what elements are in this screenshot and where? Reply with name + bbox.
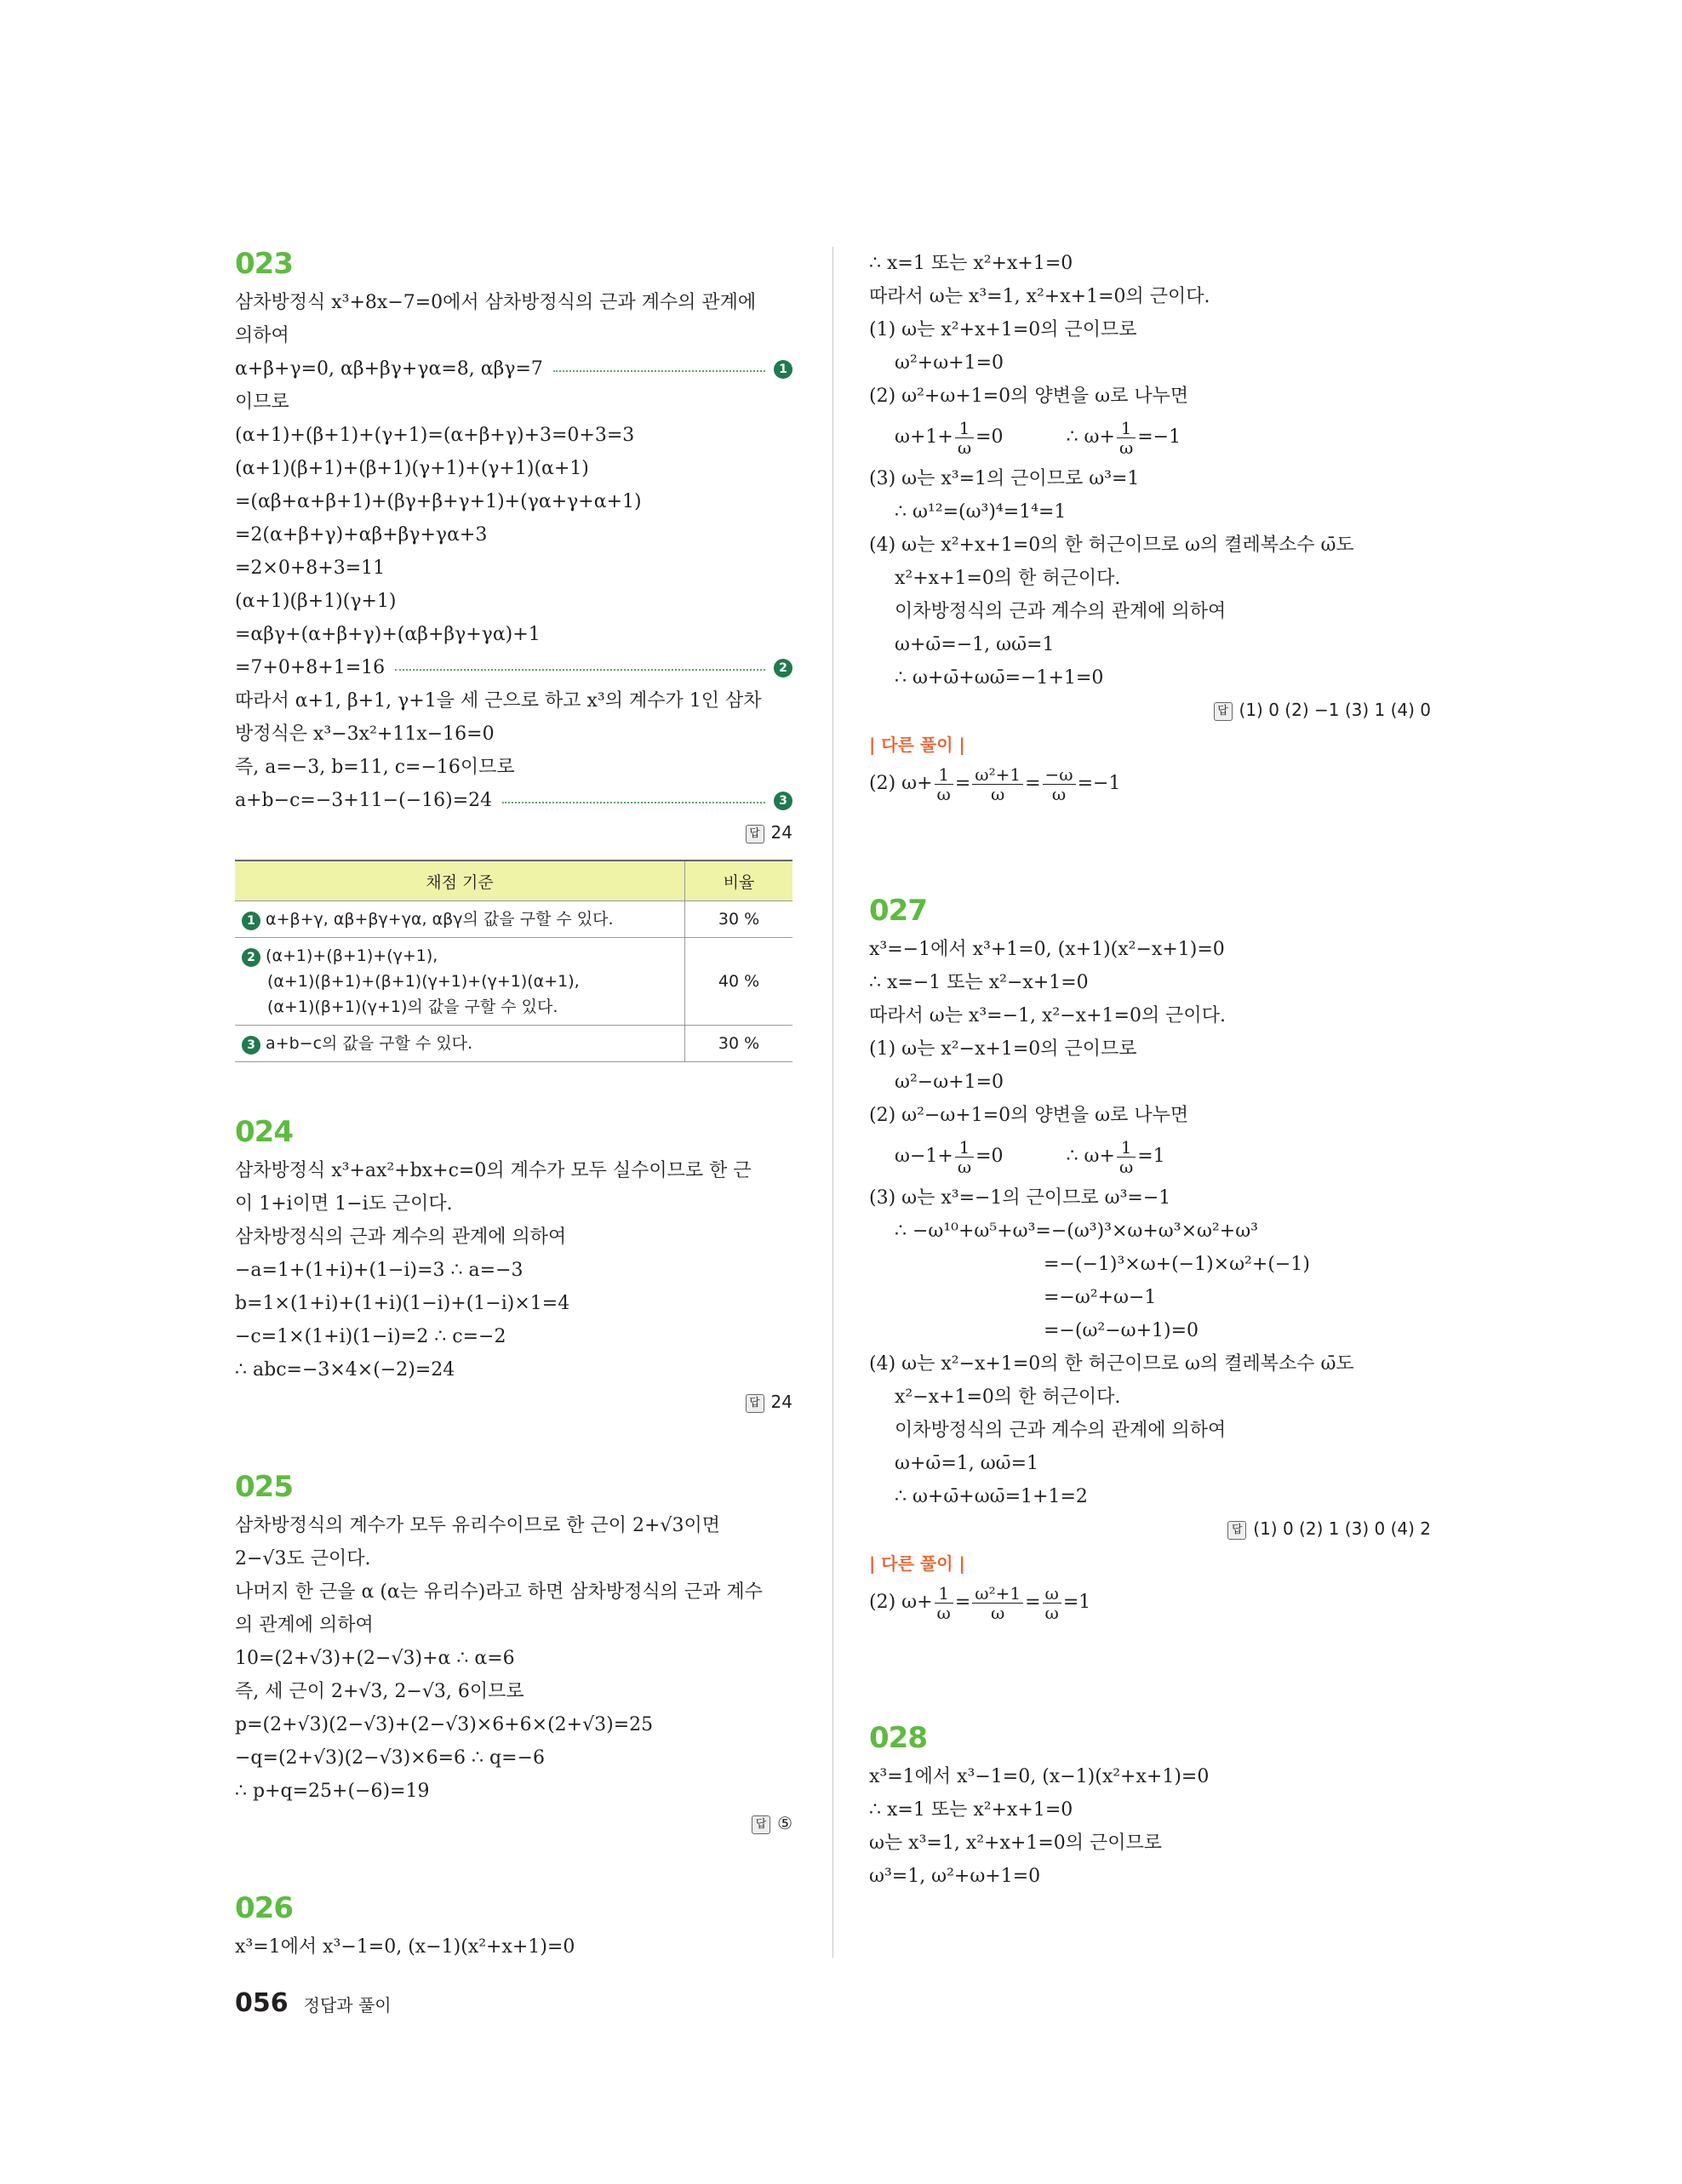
denominator: ω [991,783,1005,804]
problem-024 [235,1115,792,1417]
problem-number: 024 [235,1115,293,1149]
denominator: ω [1118,1156,1134,1177]
text-line: 삼차방정식의 계수가 모두 유리수이므로 한 근이 2+√3이면 [235,1515,720,1536]
expr: ω+1+ [895,426,953,448]
fraction [955,419,974,457]
fraction-line: (2) ω+ $\frac{1}{\omega}$ = $\frac{\text{ω²+1}}{\omega}$ = $\frac{-\omega}{\omega}$ =−1 [869,763,1121,804]
denominator: ω [957,1156,972,1177]
denominator: ω [991,1602,1005,1623]
problem-023 [235,247,792,1062]
text-line: −a=1+(1+i)+(1−i)=3 ∴ a=−3 [235,1260,523,1281]
text-line: 삼차방정식 x³+8x−7=0에서 삼차방정식의 근과 계수의 관계에 [235,292,757,313]
text-line: 따라서 α+1, β+1, γ+1을 세 근으로 하고 x³의 계수가 1인 삼차 [235,690,762,712]
answer-icon: 답 [752,1815,770,1834]
text-line: ω+ω̄=1, ωω̄=1 [895,1453,1039,1474]
step-text: α+β+γ=0, αβ+βγ+γα=8, αβγ=7 [235,358,543,380]
text-line: 즉, a=−3, b=11, c=−16이므로 [235,757,515,778]
expr: ω−1+ [895,1146,953,1167]
numerator: 1 [935,1584,953,1604]
fraction-line [869,1132,1431,1181]
text-line: 2−√3도 근이다. [235,1548,371,1569]
text-line: ∴ x=1 또는 x²+x+1=0 [869,253,1073,274]
step-marker-3: 3 [774,792,792,810]
text-line: 이차방정식의 근과 계수의 관계에 의하여 [895,601,1227,622]
answer-icon: 답 [746,825,764,843]
text-line: (4) ω는 x²+x+1=0의 한 허근이므로 ω의 켤레복소수 ω̄도 [869,535,1354,556]
text-line: ∴ x=1 또는 x²+x+1=0 [869,1799,1073,1821]
fraction [972,1584,1023,1622]
fraction [955,1138,974,1176]
ratio-cell: 30 % [685,901,793,938]
answer-icon: 답 [746,1394,764,1413]
text-line: ω²−ω+1=0 [895,1072,1004,1093]
right-column [869,247,1431,1893]
numerator: 1 [955,1138,974,1158]
text-line: ω²+ω+1=0 [895,352,1004,374]
ratio-cell: 30 % [685,1026,793,1062]
footer-label: 정답과 풀이 [303,1995,392,2015]
text-line: 삼차방정식의 근과 계수의 관계에 의하여 [235,1226,567,1248]
text-line: (3) ω는 x³=1의 근이므로 ω³=1 [869,468,1140,489]
text-line: ∴ ω+ω̄+ωω̄=−1+1=0 [895,667,1104,689]
fraction [1117,419,1136,457]
text-line: =αβγ+(α+β+γ)+(αβ+βγ+γα)+1 [235,624,541,645]
numerator: 1 [1117,1138,1136,1158]
answer [869,695,1431,725]
text-line: (2) ω²−ω+1=0의 양변을 ω로 나누면 [869,1105,1189,1126]
text-line: =−ω²+ω−1 [1044,1287,1157,1308]
table-header [235,860,792,901]
expr: ∴ ω+ [1066,426,1115,448]
expr: (2) ω+ [869,1592,933,1613]
criteria-text: a+b−c의 값을 구할 수 있다. [266,1034,473,1053]
step-line-3 [235,784,792,817]
problem-026 [235,1891,792,1964]
problem-number: 023 [235,247,293,281]
problem-025 [235,1470,792,1838]
grading-table [235,860,792,1062]
text-line: (1) ω는 x²−x+1=0의 근이므로 [869,1038,1137,1060]
fraction [1043,1584,1061,1622]
expr: =0 [975,426,1004,448]
criteria-text: (α+1)+(β+1)+(γ+1), [266,946,438,965]
numerator: ω [1043,1584,1061,1604]
text-line: =(αβ+α+β+1)+(βγ+β+γ+1)+(γα+γ+α+1) [235,491,642,512]
text-line: ∴ p+q=25+(−6)=19 [235,1781,430,1802]
criteria-cell [235,901,685,938]
text-line: (α+1)(β+1)(γ+1) [235,591,397,612]
alt-solution-label: | 다른 풀이 | [869,735,965,755]
problem-number: 028 [869,1721,927,1755]
page-number: 056 [235,1988,289,2018]
fraction [1117,1138,1136,1176]
numerator: 1 [935,765,953,785]
table-row [235,901,792,938]
page-footer [235,1988,392,2018]
expr: =0 [975,1146,1004,1167]
expr: (2) ω+ [869,773,933,794]
text-line: 이므로 [235,392,289,413]
table-row [235,1026,792,1062]
text-line: =2×0+8+3=11 [235,557,386,579]
problem-number: 025 [235,1470,293,1504]
denominator: ω [936,1602,951,1623]
denominator: ω [1118,437,1134,458]
step-text: =7+0+8+1=16 [235,657,386,678]
answer-icon: 답 [1227,1521,1246,1540]
criteria-text: α+β+γ, αβ+βγ+γα, αβγ의 값을 구할 수 있다. [266,910,614,929]
text-line: x²−x+1=0의 한 허근이다. [895,1386,1121,1408]
text-line: x³=1에서 x³−1=0, (x−1)(x²+x+1)=0 [235,1936,575,1958]
expr: =1 [1137,1146,1165,1167]
text-line: −c=1×(1+i)(1−i)=2 ∴ c=−2 [235,1326,506,1347]
text-line: ω는 x³=1, x²+x+1=0의 근이므로 [869,1832,1163,1854]
problem-028 [869,1721,1431,1893]
text-line: −q=(2+√3)(2−√3)×6=6 ∴ q=−6 [235,1747,545,1769]
answer [235,817,792,848]
text-line: 의 관계에 의하여 [235,1615,374,1636]
expr: ∴ ω+ [1066,1146,1115,1167]
text-line: ∴ −ω¹⁰+ω⁵+ω³=−(ω³)³×ω+ω³×ω²+ω³ [895,1221,1258,1242]
answer [235,1808,792,1838]
fraction [935,1584,953,1622]
step-marker: 2 [242,948,260,967]
text-line: (2) ω²+ω+1=0의 양변을 ω로 나누면 [869,386,1189,407]
fraction [935,765,953,803]
header-criteria: 채점 기준 [235,860,685,901]
text-line: (1) ω는 x²+x+1=0의 근이므로 [869,319,1137,340]
fraction-line: (2) ω+ $\frac{1}{\omega}$ = $\frac{\text{ω²+1}}{\omega}$ = $\frac{\omega}{\omega}$ =1 [869,1582,1091,1623]
text-line: =−(ω²−ω+1)=0 [1044,1320,1199,1341]
fraction-line [869,413,1431,462]
text-line: (α+1)+(β+1)+(γ+1)=(α+β+γ)+3=0+3=3 [235,425,635,446]
text-line: ∴ abc=−3×4×(−2)=24 [235,1359,455,1381]
text-line: (4) ω는 x²−x+1=0의 한 허근이므로 ω의 켤레복소수 ω̄도 [869,1353,1354,1375]
text-line: 따라서 ω는 x³=−1, x²−x+1=0의 근이다. [869,1005,1226,1026]
text-line: 따라서 ω는 x³=1, x²+x+1=0의 근이다. [869,286,1210,307]
problem-027 [869,894,1431,1627]
denominator: ω [936,783,951,804]
alt-solution-label: | 다른 풀이 | [869,1553,965,1574]
step-line-1 [235,352,792,386]
criteria-cell [235,1026,685,1062]
problem-number: 027 [869,894,927,928]
text-line: x³=1에서 x³−1=0, (x−1)(x²+x+1)=0 [869,1766,1210,1787]
text-line: b=1×(1+i)+(1+i)(1−i)+(1−i)×1=4 [235,1293,570,1314]
fraction [972,765,1023,803]
expr: =−1 [1077,773,1121,794]
text-line: (α+1)(β+1)+(β+1)(γ+1)+(γ+1)(α+1) [235,458,589,479]
text-line: ∴ ω¹²=(ω³)⁴=1⁴=1 [895,501,1067,523]
left-column [235,247,792,1964]
text-line: ∴ x=−1 또는 x²−x+1=0 [869,972,1089,993]
text-line: ω+ω̄=−1, ωω̄=1 [895,634,1055,655]
step-marker: 3 [242,1036,260,1055]
text-line: 의하여 [235,325,289,346]
answer-value: ⑤ [777,1813,792,1833]
text-line: x²+x+1=0의 한 허근이다. [895,568,1121,589]
step-marker-2: 2 [774,659,792,677]
step-marker-1: 1 [774,360,792,379]
answer-value: 24 [770,822,792,843]
numerator: ω²+1 [972,765,1023,785]
denominator: ω [1044,1602,1059,1623]
text-line: =−(−1)³×ω+(−1)×ω²+(−1) [1044,1254,1310,1275]
numerator: 1 [1117,419,1136,438]
answer-value: 24 [770,1392,792,1412]
problem-number: 026 [235,1891,293,1925]
answer-icon: 답 [1214,702,1233,721]
criteria-text: (α+1)(β+1)+(β+1)(γ+1)+(γ+1)(α+1), [267,972,580,991]
numerator: 1 [955,419,974,438]
answer-value: (1) 0 (2) −1 (3) 1 (4) 0 [1239,700,1431,720]
column-divider [832,247,833,1958]
text-line: ω³=1, ω²+ω+1=0 [869,1866,1041,1887]
criteria-text: (α+1)(β+1)(γ+1)의 값을 구할 수 있다. [267,998,558,1016]
text-line: =2(α+β+γ)+αβ+βγ+γα+3 [235,524,488,546]
numerator: ω²+1 [972,1584,1023,1604]
answer-value: (1) 0 (2) 1 (3) 0 (4) 2 [1253,1518,1431,1539]
denominator: ω [1051,783,1067,804]
step-line-2 [235,651,792,684]
text-line: 삼차방정식 x³+ax²+bx+c=0의 계수가 모두 실수이므로 한 근 [235,1160,752,1181]
header-ratio: 비율 [685,860,793,901]
text-line: (3) ω는 x³=−1의 근이므로 ω³=−1 [869,1187,1171,1209]
fraction [1043,765,1076,803]
table-row [235,938,792,1026]
step-marker: 1 [242,912,260,930]
text-line: x³=−1에서 x³+1=0, (x+1)(x²−x+1)=0 [869,939,1225,960]
criteria-cell [235,938,685,1026]
problem-026-continued [869,247,1431,809]
text-line: 즉, 세 근이 2+√3, 2−√3, 6이므로 [235,1681,524,1702]
text-line: p=(2+√3)(2−√3)+(2−√3)×6+6×(2+√3)=25 [235,1714,654,1735]
step-text: a+b−c=−3+11−(−16)=24 [235,790,493,811]
numerator: −ω [1043,765,1076,785]
text-line: 10=(2+√3)+(2−√3)+α ∴ α=6 [235,1648,515,1669]
ratio-cell: 40 % [685,938,793,1026]
denominator: ω [957,437,972,458]
text-line: 이차방정식의 근과 계수의 관계에 의하여 [895,1420,1227,1441]
text-line: ∴ ω+ω̄+ωω̄=1+1=2 [895,1486,1088,1507]
answer [235,1386,792,1417]
expr: =1 [1062,1592,1091,1613]
text-line: 나머지 한 근을 α (α는 유리수)라고 하면 삼차방정식의 근과 계수 [235,1581,763,1603]
text-line: 이 1+i이면 1−i도 근이다. [235,1193,453,1215]
answer [869,1513,1431,1544]
expr: =−1 [1137,426,1181,448]
text-line: 방정식은 x³−3x²+11x−16=0 [235,723,495,745]
